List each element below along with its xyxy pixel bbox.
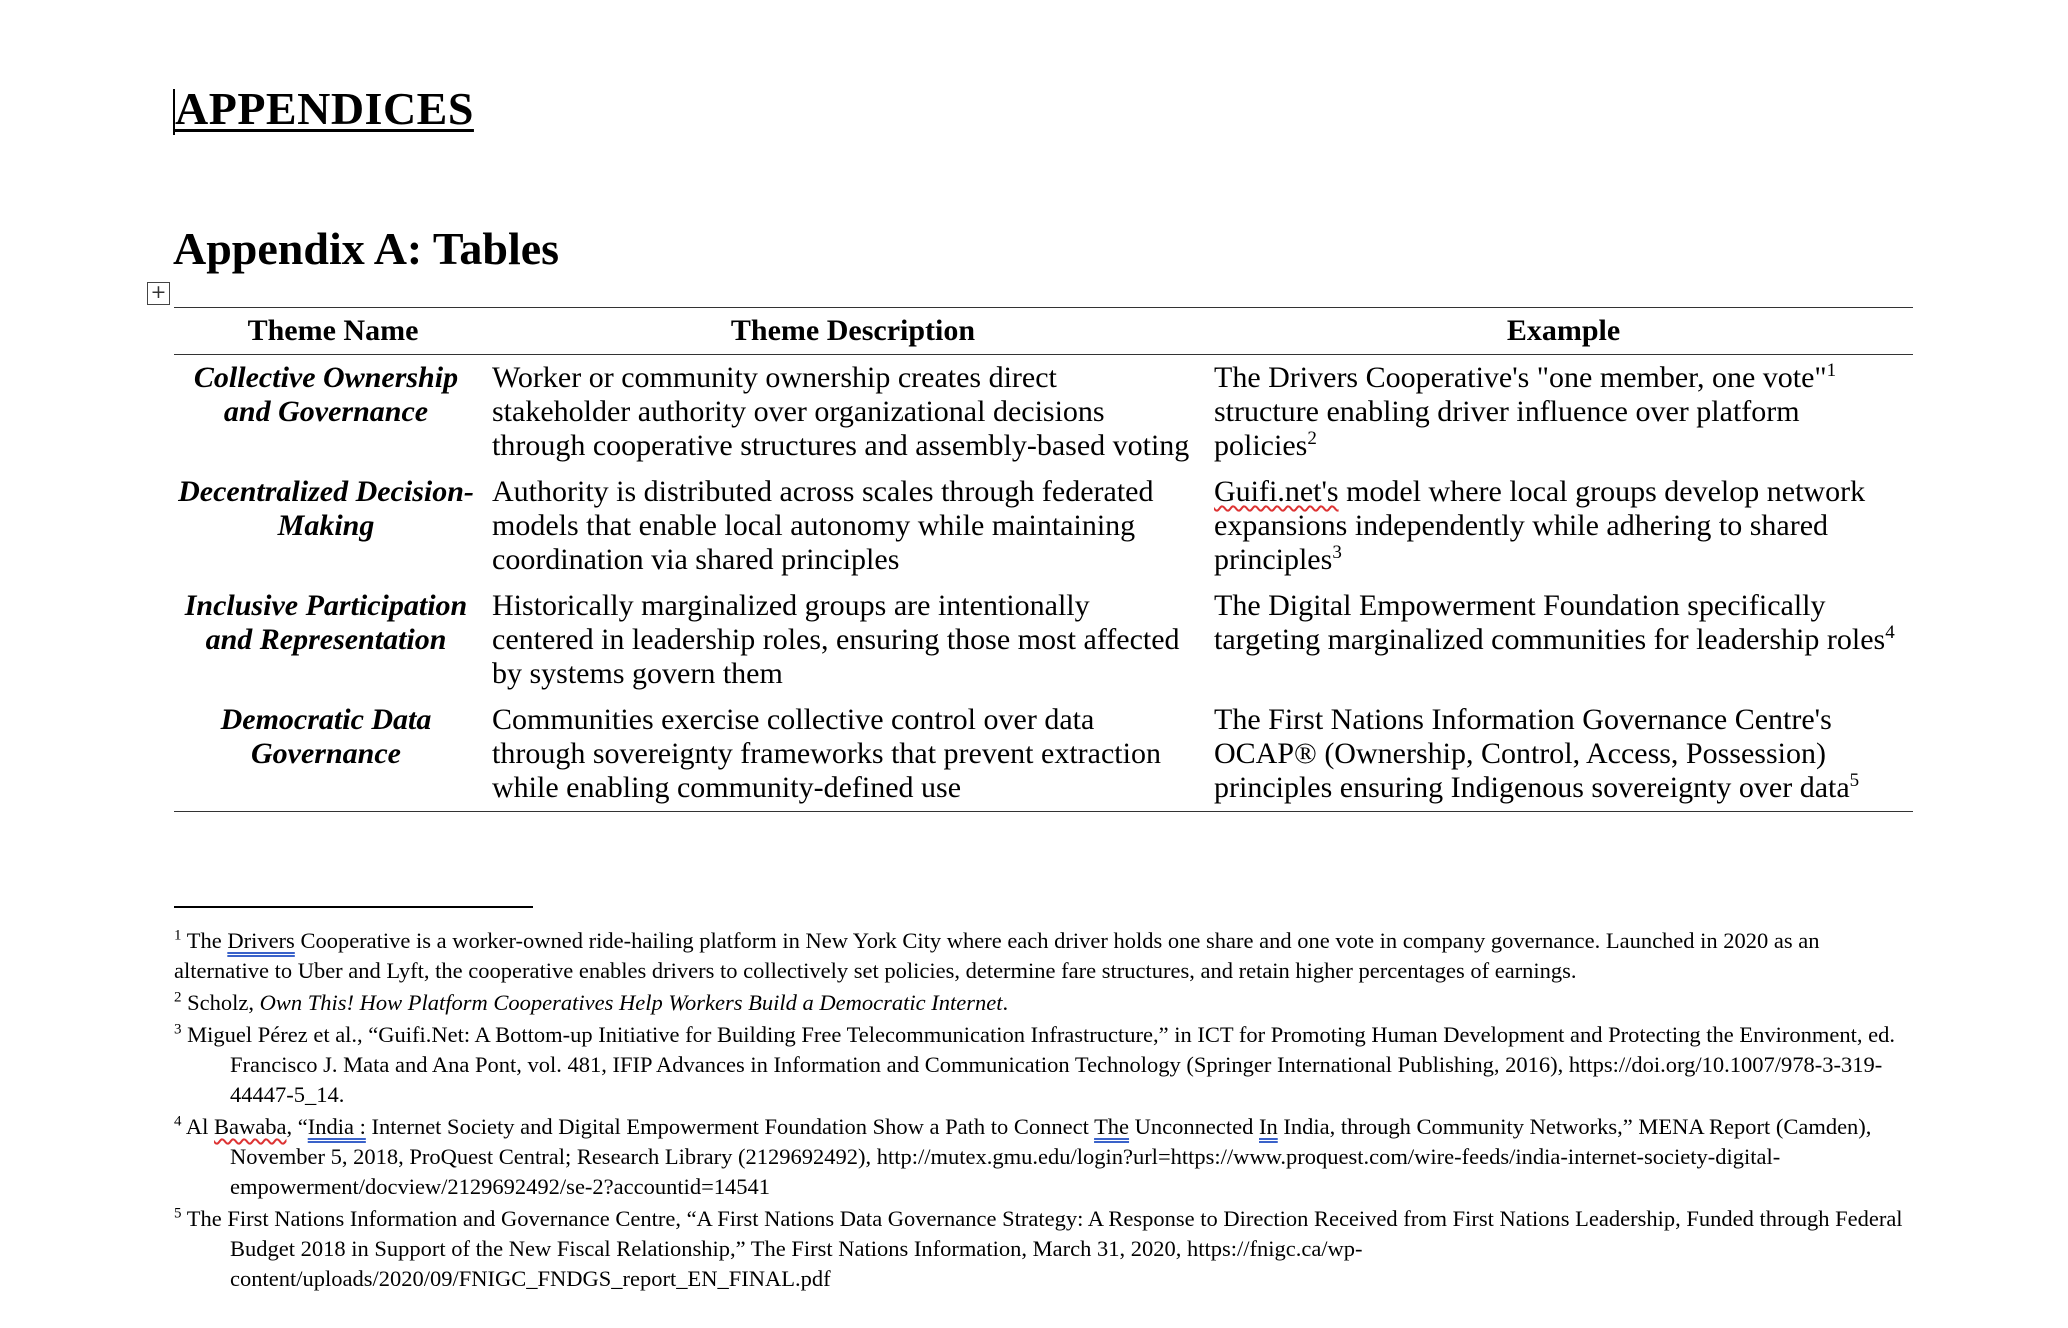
grammar-flagged-word[interactable]: In	[1259, 1114, 1278, 1139]
footnote-text: Internet Society and Digital Empowerment Foundation Show a Path to Connect	[365, 1114, 1095, 1139]
footnote-reference[interactable]: 1	[1826, 360, 1837, 381]
example-cell[interactable]	[1214, 469, 1913, 583]
footnote-book-title: Own This! How Platform Cooperatives Help Workers Build a Democratic Internet	[259, 990, 1003, 1015]
header-example[interactable]: Example	[1214, 308, 1913, 355]
footnote-text: India, through Community Networks,” MENA Report (Camden), November 5, 2018, ProQuest Central; Research Library (2129692492), http://mutex.gmu.edu/login?url=https://www.proquest.com/wire-feeds/india-internet-society-digital-empowerment/docview/2129692492/se-2?accountid=14541	[230, 1114, 1872, 1199]
themes-table[interactable]	[174, 307, 1913, 812]
footnote-text: Miguel Pérez et al., “Guifi.Net: A Bottom-up Initiative for Building Free Telecommunication Infrastructure,” in ICT for Promoting Human Development and Protecting the Environment, ed. Francisco J. Mata and Ana Pont, vol. 481, IFIP Advances in Information and Communication Technology (Springer International Publishing, 2016), https://doi.org/10.1007/978-3-319-44447-5_14.	[181, 1022, 1895, 1107]
footnote-text: Unconnected	[1129, 1114, 1259, 1139]
footnote-separator	[174, 906, 533, 908]
footnote-text: Al	[181, 1114, 215, 1139]
footnote-text: The	[181, 928, 228, 953]
table-move-icon[interactable]: +	[147, 282, 170, 305]
footnote-number: 5	[174, 1205, 182, 1222]
footnote-text: .	[1002, 990, 1009, 1015]
footnote-item[interactable]	[174, 926, 1919, 986]
footnote-number: 1	[174, 927, 182, 944]
spelling-flagged-word[interactable]: Guifi.net's	[1214, 475, 1339, 508]
footnote-item[interactable]	[174, 1112, 1919, 1202]
theme-description-cell[interactable]: Historically marginalized groups are intentionally centered in leadership roles, ensuring those most affected by systems govern them	[492, 589, 1180, 690]
spelling-flagged-word[interactable]: Bawaba	[214, 1114, 287, 1139]
example-text: The Digital Empowerment Foundation specifically targeting marginalized communities for leadership roles	[1214, 589, 1886, 656]
footnote-reference[interactable]: 3	[1332, 542, 1342, 563]
theme-name-cell[interactable]: Democratic Data Governance	[220, 703, 432, 770]
grammar-flagged-word[interactable]: Drivers	[227, 928, 295, 953]
footnote-item[interactable]	[174, 1204, 1919, 1294]
example-cell[interactable]	[1214, 697, 1913, 812]
grammar-flagged-word[interactable]: The	[1094, 1114, 1130, 1139]
table-row	[174, 583, 1913, 697]
example-text: The Drivers Cooperative's "one member, one vote"	[1214, 361, 1827, 394]
footnote-number: 3	[174, 1021, 182, 1038]
footnote-reference[interactable]: 2	[1307, 428, 1317, 449]
example-cell[interactable]	[1214, 355, 1913, 470]
example-cell[interactable]	[1214, 583, 1913, 697]
document-title[interactable]: APPENDICES	[175, 83, 474, 134]
header-theme-description[interactable]: Theme Description	[492, 308, 1214, 355]
footnote-item[interactable]	[174, 988, 1919, 1018]
example-text: The First Nations Information Governance Centre's OCAP® (Ownership, Control, Access, Possession) principles ensuring Indigenous sovereignty over data	[1214, 703, 1850, 804]
appendix-heading[interactable]: Appendix A: Tables	[173, 223, 560, 274]
footnote-number: 4	[174, 1113, 182, 1130]
table-row	[174, 355, 1913, 470]
footnote-item[interactable]	[174, 1020, 1919, 1110]
theme-name-cell[interactable]: Inclusive Participation and Representation	[184, 589, 468, 656]
example-text: structure enabling driver influence over platform policies	[1214, 395, 1800, 462]
footnotes-section	[174, 926, 1919, 1296]
theme-name-cell[interactable]: Decentralized Decision-Making	[178, 475, 474, 542]
footnote-reference[interactable]: 4	[1885, 622, 1895, 643]
table-header-row	[174, 308, 1913, 355]
theme-name-cell[interactable]: Collective Ownership and Governance	[193, 361, 459, 428]
example-text: model where local groups develop network expansions independently while adhering to shared principles	[1214, 475, 1866, 576]
footnote-reference[interactable]: 5	[1849, 770, 1860, 791]
theme-description-cell[interactable]: Communities exercise collective control over data through sovereignty frameworks that prevent extraction while enabling community-defined use	[492, 703, 1161, 804]
footnote-text: Scholz,	[181, 990, 260, 1015]
footnote-number: 2	[174, 989, 182, 1006]
footnote-text: Cooperative is a worker-owned ride-hailing platform in New York City where each driver holds one share and one vote in company governance. Launched in 2020 as an alternative to Uber and Lyft, the cooperative enables drivers to collectively set policies, determine fare structures, and retain higher percentages of earnings.	[174, 928, 1820, 983]
grammar-flagged-word[interactable]: India :	[307, 1114, 366, 1139]
footnote-text: The First Nations Information and Governance Centre, “A First Nations Data Governance Strategy: A Response to Direction Received from First Nations Leadership, Funded through Federal Budget 2018 in Support of the New Fiscal Relationship,” The First Nations Information, March 31, 2020, https://fnigc.ca/wp-content/uploads/2020/09/FNIGC_FNDGS_report_EN_FINAL.pdf	[181, 1206, 1903, 1291]
theme-description-cell[interactable]: Authority is distributed across scales through federated models that enable local autonomy while maintaining coordination via shared principles	[492, 475, 1154, 576]
footnote-text: , “	[286, 1114, 308, 1139]
table-row	[174, 697, 1913, 812]
theme-description-cell[interactable]: Worker or community ownership creates direct stakeholder authority over organizational decisions through cooperative structures and assembly-based voting	[492, 361, 1190, 462]
header-theme-name[interactable]: Theme Name	[174, 308, 492, 355]
table-row	[174, 469, 1913, 583]
